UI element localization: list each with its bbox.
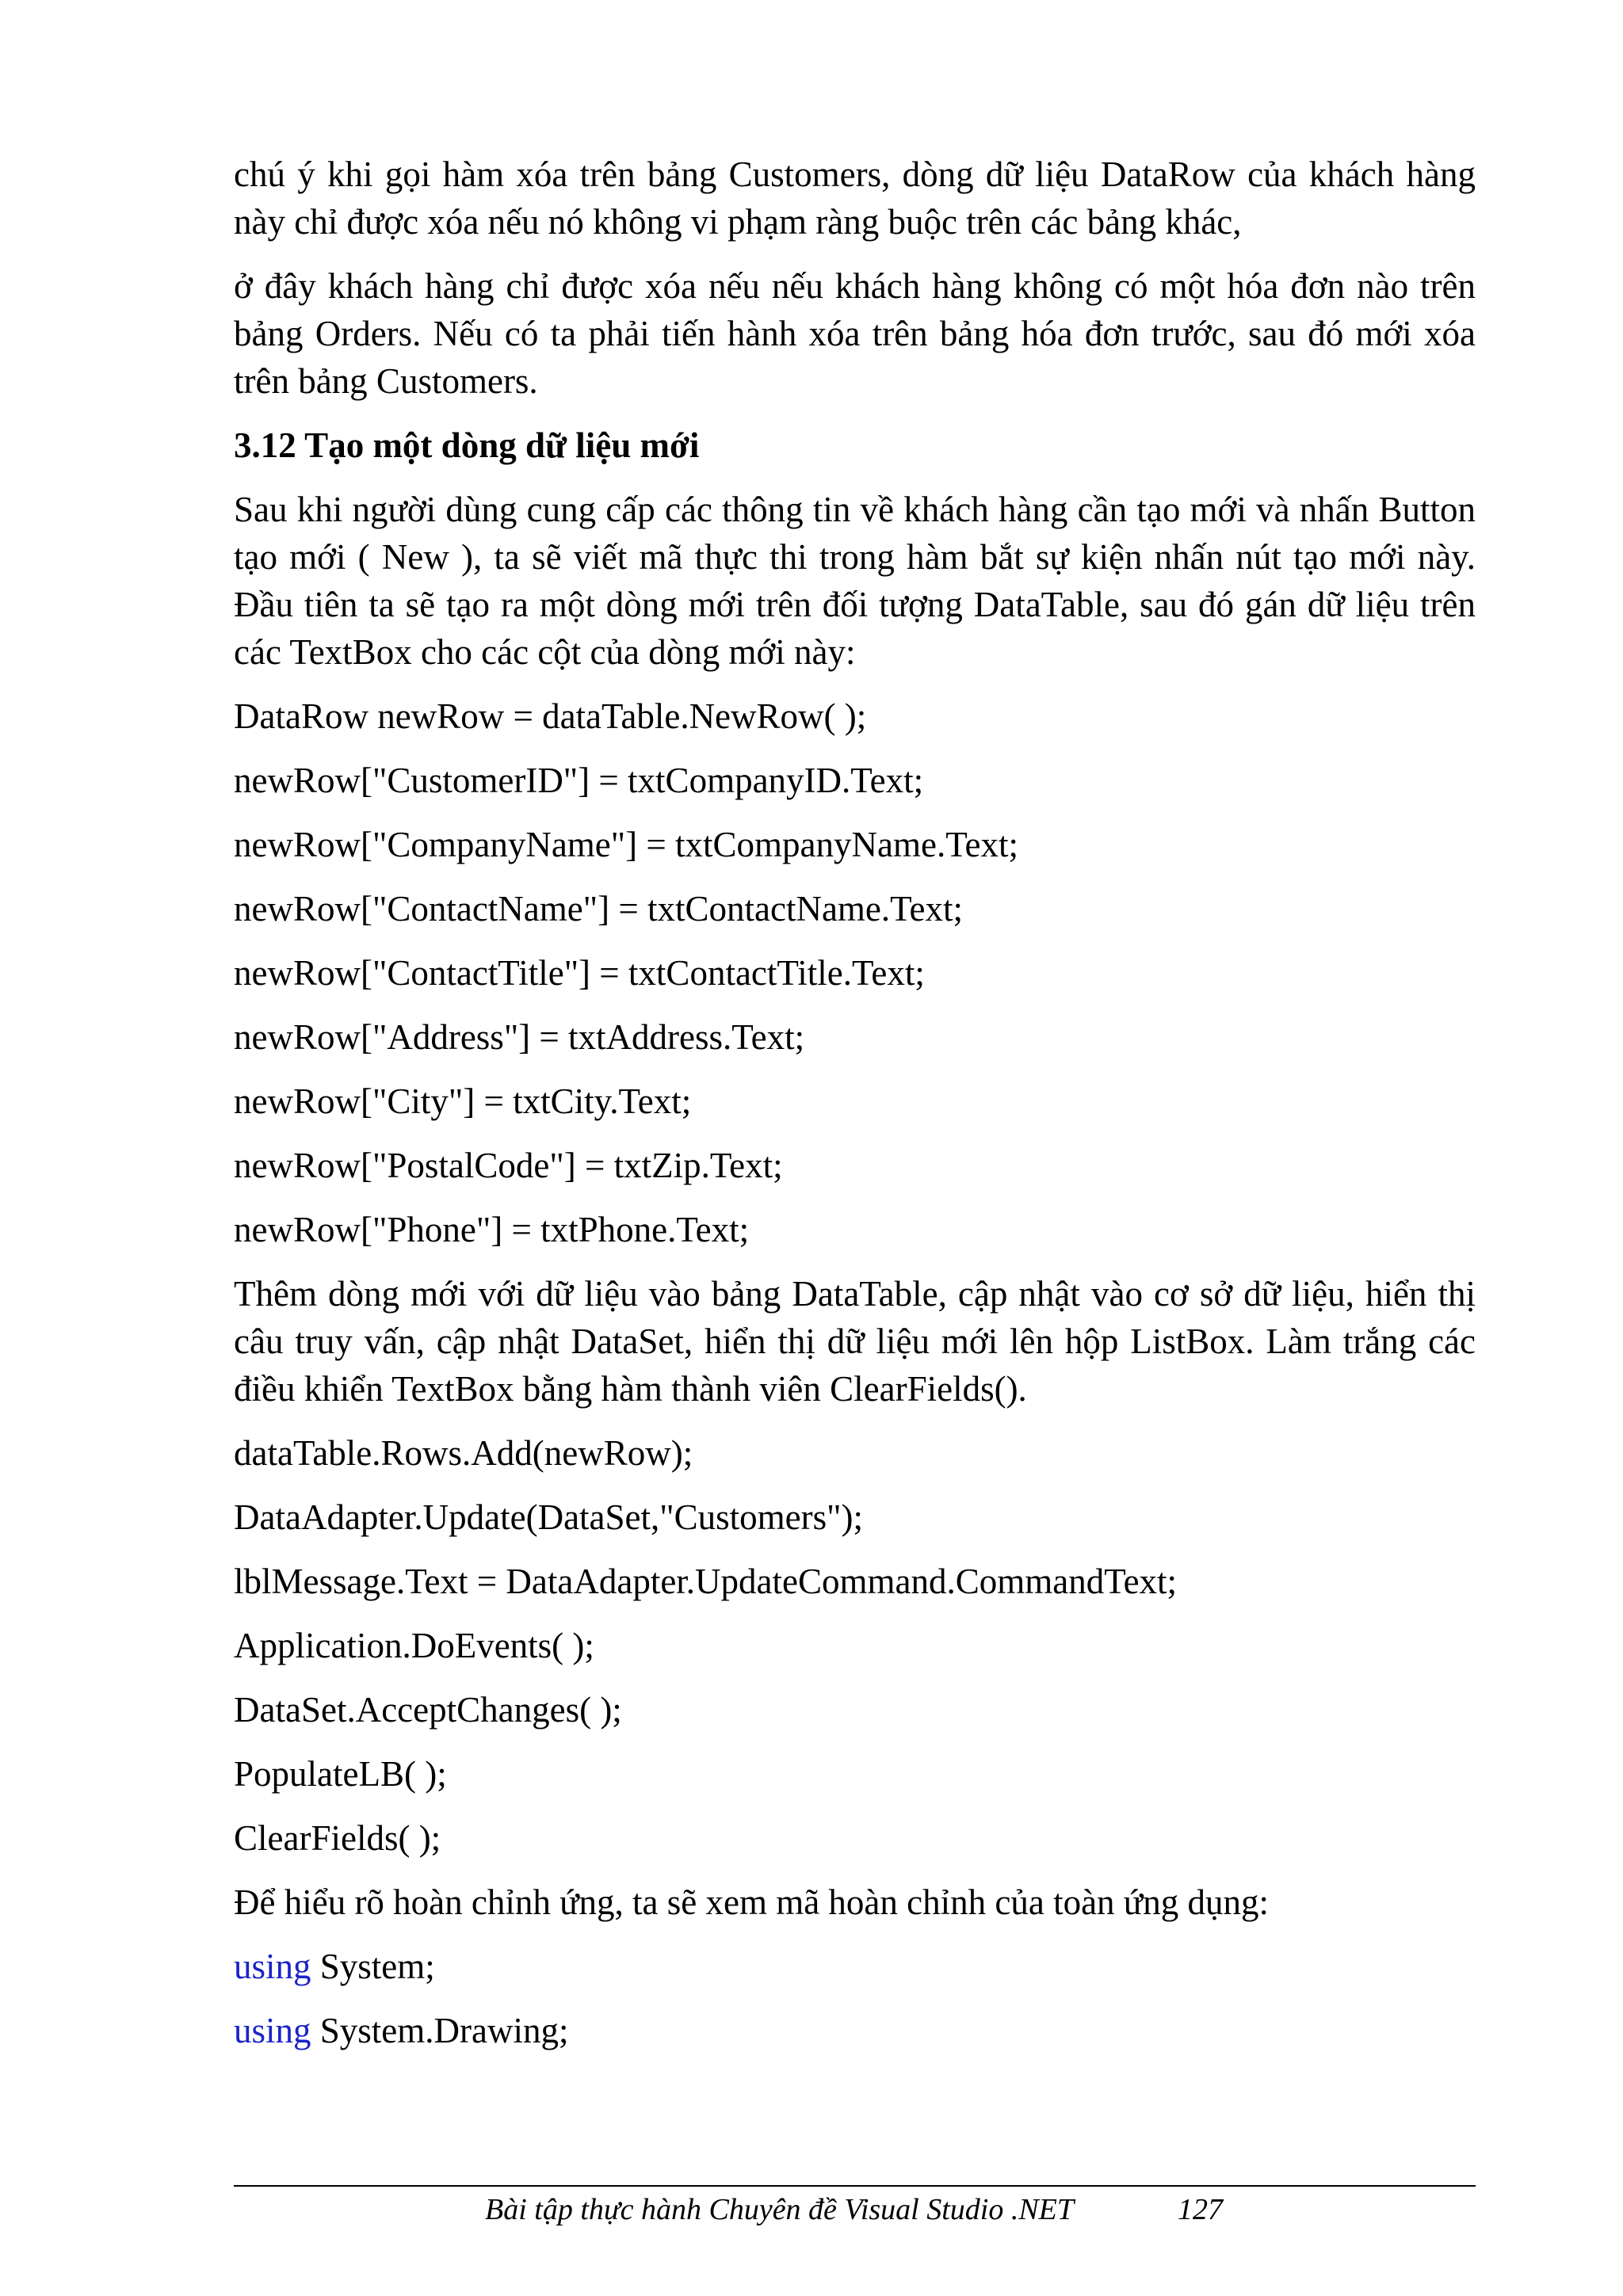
code-line: lblMessage.Text = DataAdapter.UpdateCommand.CommandText; <box>234 1562 1178 1601</box>
using-keyword: using <box>234 2011 311 2050</box>
code-line: ClearFields( ); <box>234 1818 441 1858</box>
code-block-update <box>234 1429 1476 1862</box>
code-line: newRow["Address"] = txtAddress.Text; <box>234 1017 805 1057</box>
code-line: dataTable.Rows.Add(newRow); <box>234 1433 693 1473</box>
paragraph-orders-note: ở đây khách hàng chỉ được xóa nếu nếu khách hàng không có một hóa đơn nào trên bảng Orders. Nếu có ta phải tiến hành xóa trên bảng hóa đơn trước, sau đó mới xóa trên bảng Customers. <box>234 266 1476 401</box>
page-content <box>234 151 1476 2071</box>
using-line <box>234 1943 1476 1990</box>
paragraph-delete-note <box>234 151 1476 246</box>
code-line: newRow["CompanyName"] = txtCompanyName.Text; <box>234 825 1019 864</box>
code-line: DataAdapter.Update(DataSet,"Customers"); <box>234 1497 864 1537</box>
code-line: Application.DoEvents( ); <box>234 1626 594 1665</box>
paragraph-full-code-intro: Để hiểu rõ hoàn chỉnh ứng, ta sẽ xem mã hoàn chỉnh của toàn ứng dụng: <box>234 1882 1269 1922</box>
using-keyword: using <box>234 1947 311 1986</box>
code-line: newRow["ContactTitle"] = txtContactTitle.Text; <box>234 953 925 993</box>
using-line <box>234 2007 1476 2054</box>
code-line: PopulateLB( ); <box>234 1754 447 1794</box>
paragraph-delete-note-line2: này chỉ được xóa nếu nó không vi phạm ràng buộc trên các bảng khác, <box>234 202 1242 242</box>
code-line: newRow["ContactName"] = txtContactName.Text; <box>234 889 963 929</box>
code-line: DataSet.AcceptChanges( ); <box>234 1690 622 1730</box>
paragraph-new-row-intro: Sau khi người dùng cung cấp các thông tin về khách hàng cần tạo mới và nhấn Button tạo mới ( New ), ta sẽ viết mã thực thi trong hàm bắt sự kiện nhấn nút tạo mới này. Đầu tiên ta sẽ tạo ra một dòng mới trên đối tượng DataTable, sau đó gán dữ liệu trên các TextBox cho các cột của dòng mới này: <box>234 490 1476 672</box>
code-line: newRow["City"] = txtCity.Text; <box>234 1081 692 1121</box>
code-block-using <box>234 1943 1476 2054</box>
using-namespace: System; <box>311 1947 435 1986</box>
using-namespace: System.Drawing; <box>311 2011 569 2050</box>
code-line: newRow["CustomerID"] = txtCompanyID.Text; <box>234 761 924 800</box>
paragraph-delete-note-line1: chú ý khi gọi hàm xóa trên bảng Customers, dòng dữ liệu DataRow của khách hàng <box>234 154 1476 194</box>
code-line: DataRow newRow = dataTable.NewRow( ); <box>234 696 867 736</box>
section-heading: 3.12 Tạo một dòng dữ liệu mới <box>234 425 700 465</box>
page-number: 127 <box>1178 2193 1223 2226</box>
code-line: newRow["PostalCode"] = txtZip.Text; <box>234 1146 783 1185</box>
footer-rule <box>234 2185 1476 2187</box>
code-line: newRow["Phone"] = txtPhone.Text; <box>234 1210 750 1249</box>
paragraph-add-row-explanation: Thêm dòng mới với dữ liệu vào bảng DataTable, cập nhật vào cơ sở dữ liệu, hiển thị câu truy vấn, cập nhật DataSet, hiển thị dữ liệu mới lên hộp ListBox. Làm trắng các điều khiển TextBox bằng hàm thành viên ClearFields(). <box>234 1274 1476 1409</box>
footer-title: Bài tập thực hành Chuyên đề Visual Studio .NET <box>485 2193 1075 2226</box>
code-block-new-row <box>234 692 1476 1253</box>
